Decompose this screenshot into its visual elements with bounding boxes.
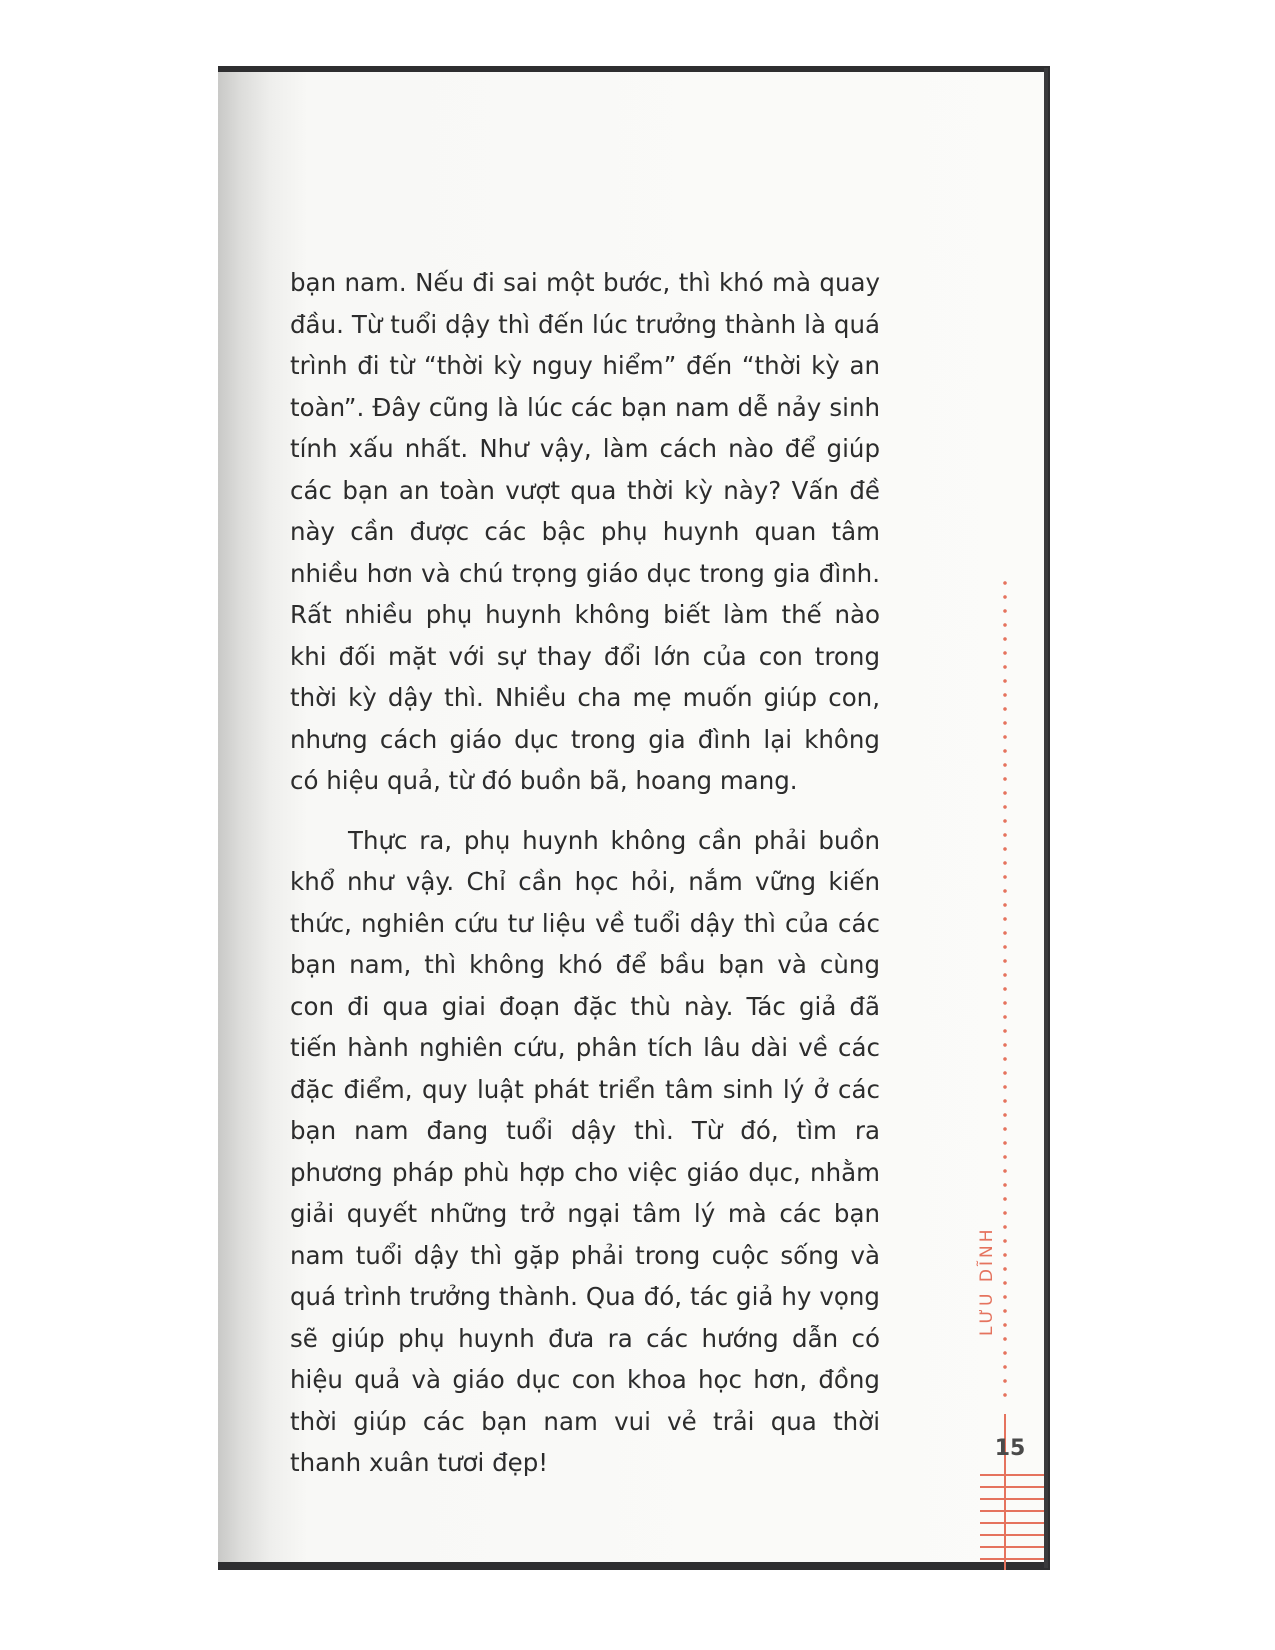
paragraph-2: Thực ra, phụ huynh không cần phải buồn khổ như vậy. Chỉ cần học hỏi, nắm vững kiến thức, nghiên cứu tư liệu về tuổi dậy thì của các bạn nam, thì không khó để bầu bạn và cùng con đi qua giai đoạn đặc thù này. Tác giả đã tiến hành nghiên cứu, phân tích lâu dài về các đặc điểm, quy luật phát triển tâm sinh lý ở các bạn nam đang tuổi dậy thì. Từ đó, tìm ra phương pháp phù hợp cho việc giáo dục, nhằm giải quyết những trở ngại tâm lý mà các bạn nam tuổi dậy thì gặp phải trong cuộc sống và quá trình trưởng thành. Qua đó, tác giả hy vọng sẽ giúp phụ huynh đưa ra các hướng dẫn có hiệu quả và giáo dục con khoa học hơn, đồng thời giúp các bạn nam vui vẻ trải qua thời thanh xuân tươi đẹp!: [290, 825, 880, 1477]
decorative-stripes: [980, 1474, 1044, 1570]
author-running-head: LƯU DĨNH: [977, 1226, 997, 1336]
page-number: 15: [994, 1436, 1026, 1461]
page-edge: [1044, 68, 1048, 1568]
decorative-dotted-line: [1003, 576, 1007, 1400]
paragraph-1: bạn nam. Nếu đi sai một bước, thì khó mà quay đầu. Từ tuổi dậy thì đến lúc trưởng thành là quá trình đi từ “thời kỳ nguy hiểm” đến “thời kỳ an toàn”. Đây cũng là lúc các bạn nam dễ nảy sinh tính xấu nhất. Như vậy, làm cách nào để giúp các bạn an toàn vượt qua thời kỳ này? Vấn đề này cần được các bậc phụ huynh quan tâm nhiều hơn và chú trọng giáo dục trong gia đình. Rất nhiều phụ huynh không biết làm thế nào khi đối mặt với sự thay đổi lớn của con trong thời kỳ dậy thì. Nhiều cha mẹ muốn giúp con, nhưng cách giáo dục trong gia đình lại không có hiệu quả, từ đó buồn bã, hoang mang.: [290, 268, 880, 795]
body-text: [290, 262, 880, 1484]
